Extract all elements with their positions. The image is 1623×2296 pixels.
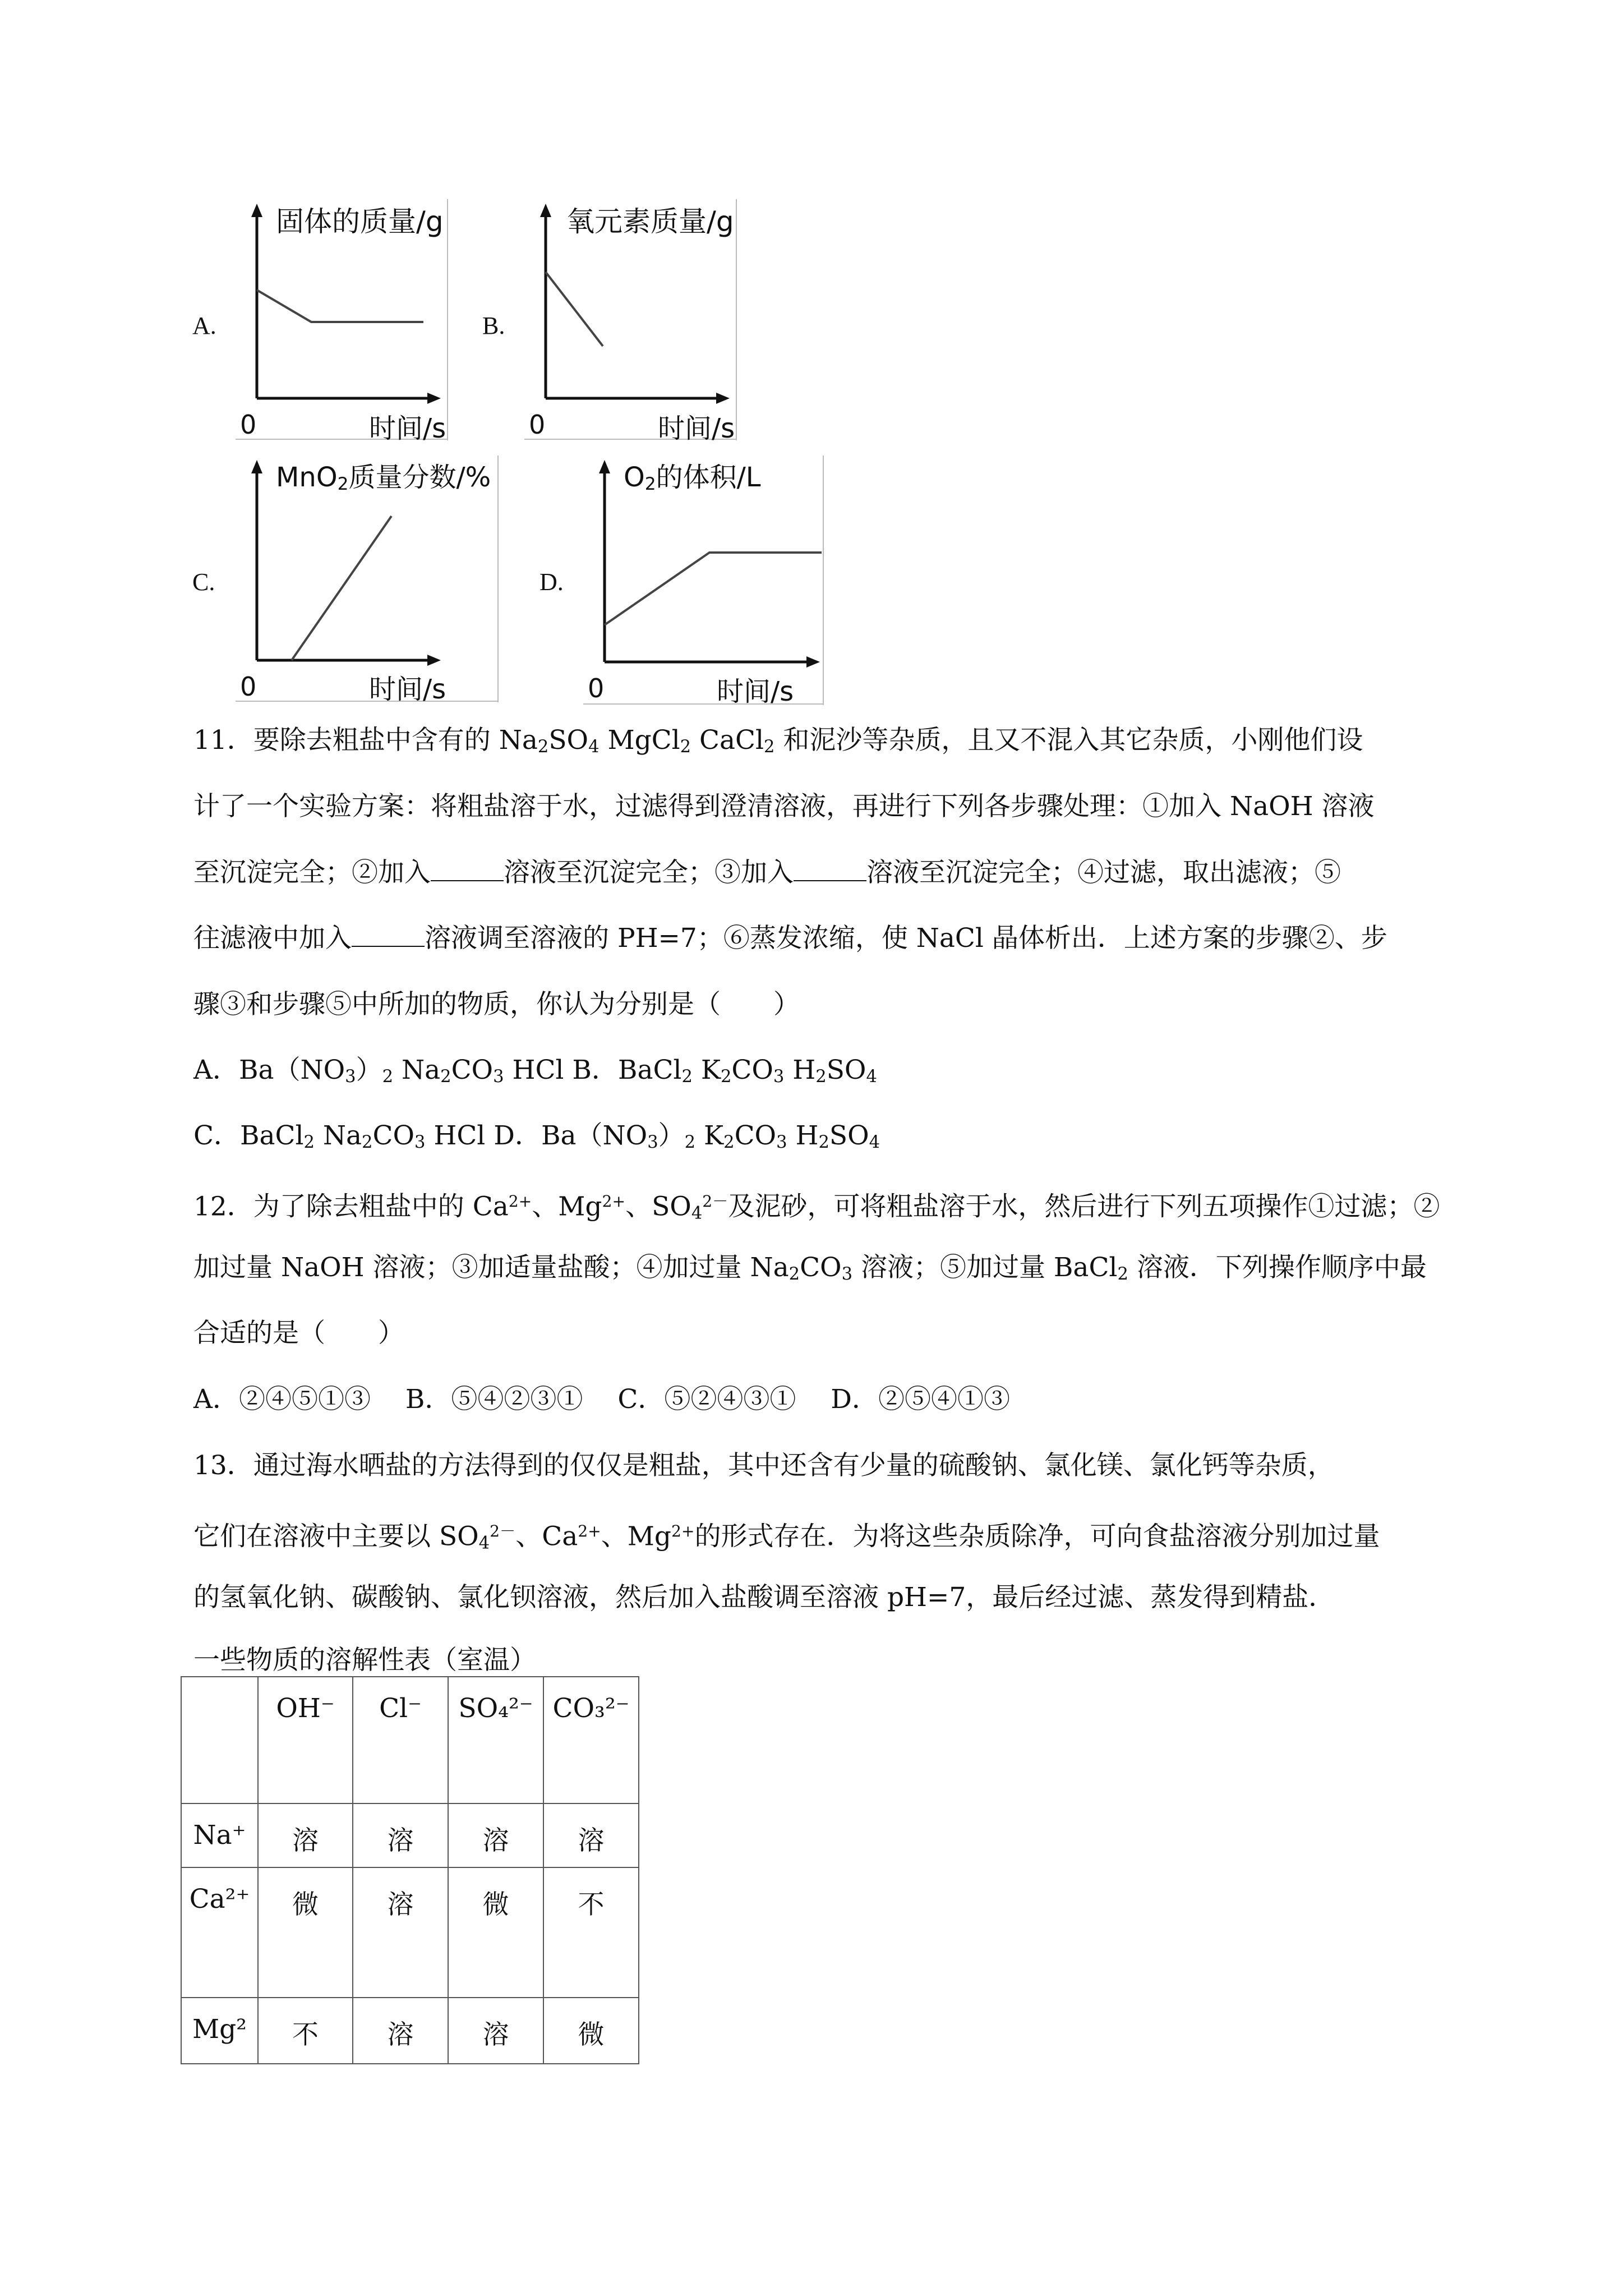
graph-b-xlabel: 时间/s [658,413,735,444]
solubility-table [181,1676,639,2064]
option-c-label: C. [192,568,215,596]
option-a-label: A. [192,312,216,339]
q13-line2: 它们在溶液中主要以 $SO_4^{2-}$、$Ca^{2+}$、$Mg^{2+}$的形式存在．为将这些杂质除净，可向食盐溶液分别加过量 [193,1521,1380,1553]
table-header-row [181,1677,639,1803]
q11-blank-1 [431,858,504,881]
graph-a-xlabel: 时间/s [369,413,446,444]
graph-b-ylabel: 氧元素质量/g [566,205,734,238]
table-row [181,1803,639,1867]
table-cell: 溶 [258,1803,353,1867]
graph-d-xlabel: 时间/s [717,676,794,707]
q11-line3: 至沉淀完全；②加入 溶液至沉淀完全；③加入 溶液至沉淀完全；④过滤，取出滤液；⑤ [193,857,1341,888]
graph-d [583,455,824,707]
graph-c-xlabel: 时间/s [369,674,446,705]
graph-c-ylabel: MnO$_2$质量分数/% [276,462,491,495]
graph-a-origin: 0 [240,409,257,440]
table-cell: 不 [258,1998,353,2064]
option-d-label: D. [540,568,564,596]
table-header-cell: OH⁻ [258,1677,353,1803]
q11-options-cd: C．BaCl$_2$ $Na_2CO_3$ HCl D．$Ba(NO_3)_2$ $K_2CO_3$ $H_2SO_4$ [193,1120,880,1153]
table-header-cell: CO₃²⁻ [543,1677,639,1803]
table-header-cell: Cl⁻ [353,1677,448,1803]
graph-c [236,455,499,705]
table-title: 一些物质的溶解性表（室温） [193,1645,536,1676]
table-cell: 溶 [353,1867,448,1998]
graph-a-y-arrow [251,204,262,217]
q12-options: A．②④⑤①③ B．⑤④②③① C．⑤②④③① D．②⑤④①③ [193,1384,1010,1415]
table-cell: 不 [543,1867,639,1998]
table-cell: 微 [448,1867,543,1998]
q11-line2: 计了一个实验方案：将粗盐溶于水，过滤得到澄清溶液，再进行下列各步骤处理：①加入 NaOH 溶液 [193,791,1375,822]
graph-d-line [605,553,822,625]
q13-line3: 的氢氧化钠、碳酸钠、氯化钡溶液，然后加入盐酸调至溶液 pH=7，最后经过滤、蒸发得到精盐． [193,1582,1335,1613]
table-cell: 溶 [448,1803,543,1867]
graph-c-line [292,516,391,660]
table-cell: 溶 [353,1803,448,1867]
table-cell: 溶 [543,1803,639,1867]
table-cell: 微 [258,1867,353,1998]
q12-line2: 加过量 NaOH 溶液；③加适量盐酸；④加过量 $Na_2CO_3$ 溶液；⑤加过量 BaCl$_2$ 溶液．下列操作顺序中最 [193,1252,1427,1285]
table-header-cell: SO₄²⁻ [448,1677,543,1803]
graph-a-line [257,290,423,322]
option-b-label: B. [482,312,505,339]
graph-d-ylabel: $O_2$的体积/L [624,462,761,495]
q11-options-ab: A．$Ba(NO_3)_2$ $Na_2CO_3$ HCl B．BaCl$_2$ $K_2CO_3$ $H_2SO_4$ [193,1055,877,1087]
q12-line1: 12．为了除去粗盐中的 $Ca^{2+}$、$Mg^{2+}$、$SO_4^{2-}$及泥砂，可将粗盐溶于水，然后进行下列五项操作①过滤；② [193,1191,1440,1223]
q12-line3: 合适的是（ ） [193,1318,404,1349]
graph-a-x-arrow [427,393,441,404]
table-header-cell [181,1677,258,1803]
table-cell: Mg² [181,1998,258,2064]
table-cell: 溶 [448,1998,543,2064]
table-row [181,1867,639,1998]
graph-b-line [546,272,603,346]
table-cell: 微 [543,1998,639,2064]
graph-b-origin: 0 [529,409,546,440]
q13-line1: 13．通过海水晒盐的方法得到的仅仅是粗盐，其中还含有少量的硫酸钠、氯化镁、氯化钙等杂质， [193,1450,1334,1481]
q11-blank-3 [352,923,425,947]
graph-a-ylabel: 固体的质量/g [276,205,444,238]
q11-line1: 11．要除去粗盐中含有的 $Na_2SO_4$ MgCl$_2$ CaCl$_2$ 和泥沙等杂质，且又不混入其它杂质，小刚他们设 [193,725,1363,757]
graph-b [524,199,737,443]
table-row [181,1998,639,2064]
table-cell: 溶 [353,1998,448,2064]
graph-d-origin: 0 [588,673,605,703]
graph-c-origin: 0 [240,671,257,702]
q11-line5: 骤③和步骤⑤中所加的物质，你认为分别是（ ） [193,989,800,1020]
q11-blank-2 [794,858,866,881]
table-cell: Ca²⁺ [181,1867,258,1998]
graph-a [236,199,449,443]
q11-line4: 往滤液中加入 溶液调至溶液的 PH=7；⑥蒸发浓缩，使 NaCl 晶体析出．上述方案的步骤②、步 [193,923,1387,954]
table-cell: Na⁺ [181,1803,258,1867]
